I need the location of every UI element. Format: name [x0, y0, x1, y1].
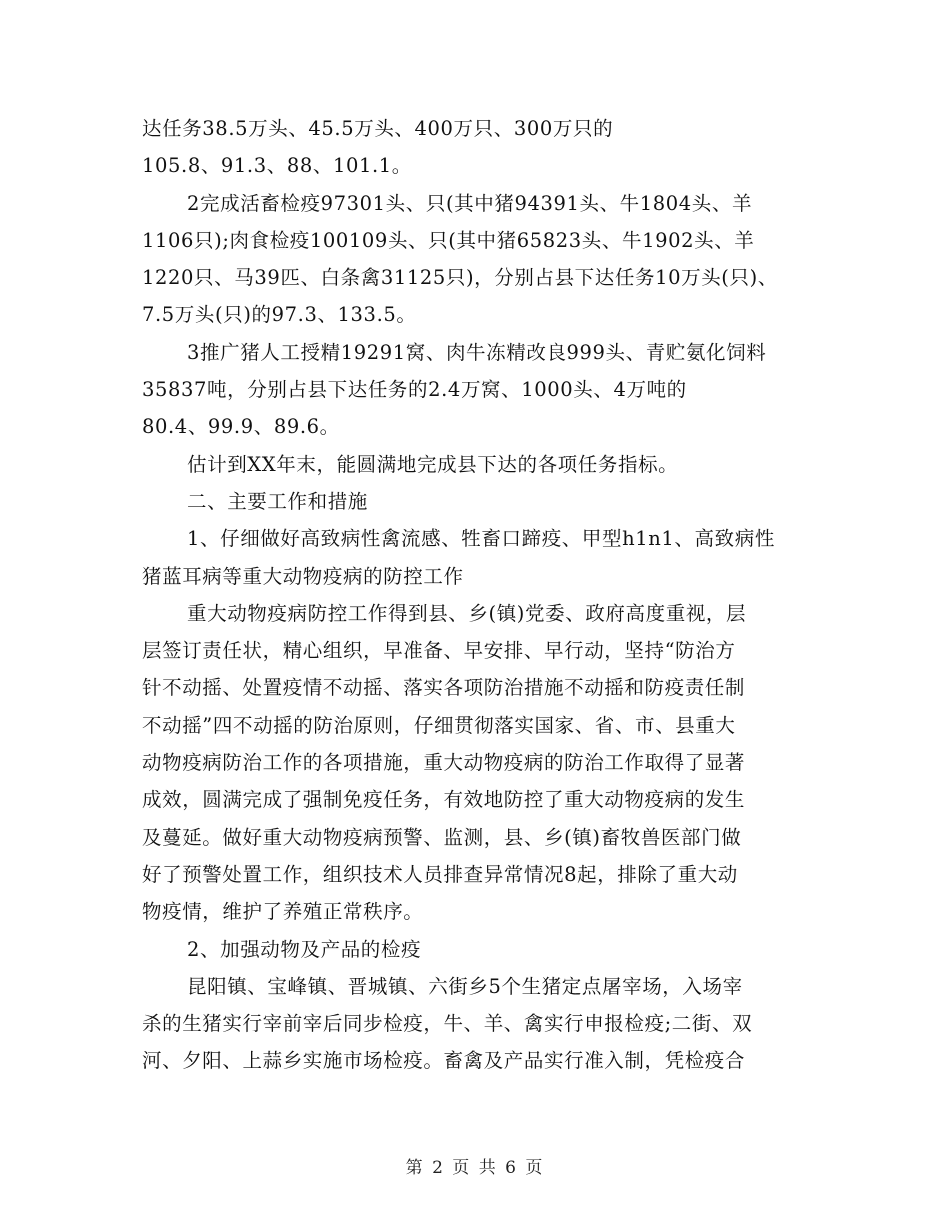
text-line: 成效，圆满完成了强制免疫任务，有效地防控了重大动物疫病的发生: [142, 788, 746, 812]
text-line: 物疫情，维护了养殖正常秩序。: [142, 900, 424, 924]
paragraph-start-line: 2完成活畜检疫97301头、只(其中猪94391头、牛1804头、羊: [187, 191, 753, 215]
subsection-heading: 1、仔细做好高致病性禽流感、牲畜口蹄疫、甲型h1n1、高致病性: [187, 527, 775, 551]
text-line: 1220只、马39匹、白条禽31125只)，分别占县下达任务10万头(只)、: [142, 266, 778, 290]
text-line: 河、夕阳、上蒜乡实施市场检疫。畜禽及产品实行准入制，凭检疫合: [142, 1049, 746, 1073]
paragraph-start-line: 3推广猪人工授精19291窝、肉牛冻精改良999头、青贮氨化饲料: [187, 340, 767, 364]
text-line: 针不动摇、处置疫情不动摇、落实各项防治措施不动摇和防疫责任制: [142, 676, 746, 700]
document-body: [142, 110, 822, 1080]
text-line: 达任务38.5万头、45.5万头、400万只、300万只的: [142, 117, 614, 140]
text-line: 动物疫病防治工作的各项措施，重大动物疫病的防治工作取得了显著: [142, 751, 746, 775]
section-heading: 二、主要工作和措施: [187, 489, 368, 513]
text-line: 7.5万头(只)的97.3、133.5。: [142, 303, 417, 327]
text-line: 105.8、91.3、88、101.1。: [142, 154, 412, 178]
text-line: 35837吨，分别占县下达任务的2.4万窝、1000头、4万吨的: [142, 378, 687, 402]
paragraph-start-line: 昆阳镇、宝峰镇、晋城镇、六街乡5个生猪定点屠宰场，入场宰: [187, 974, 743, 998]
text-line: 及蔓延。做好重大动物疫病预警、监测，县、乡(镇)畜牧兽医部门做: [142, 825, 742, 849]
paragraph-start-line: 重大动物疫病防控工作得到县、乡(镇)党委、政府高度重视，层: [187, 601, 747, 625]
paragraph-start-line: 估计到XX年末，能圆满地完成县下达的各项任务指标。: [187, 452, 679, 476]
text-line: 不动摇”四不动摇的防治原则，仔细贯彻落实国家、省、市、县重大: [142, 713, 736, 737]
text-line: 层签订责任状，精心组织，早准备、早安排、早行动，坚持“防治方: [142, 639, 736, 663]
text-line: 1106只);肉食检疫100109头、只(其中猪65823头、牛1902头、羊: [142, 228, 755, 252]
text-line: 好了预警处置工作，组织技术人员排查异常情况8起，排除了重大动: [142, 862, 738, 886]
page-number-footer: 第 2 页 共 6 页: [405, 1158, 545, 1178]
subsection-heading: 2、加强动物及产品的检疫: [187, 937, 422, 961]
text-line: 杀的生猪实行宰前宰后同步检疫，牛、羊、禽实行申报检疫;二街、双: [142, 1012, 753, 1036]
text-line: 80.4、99.9、89.6。: [142, 415, 340, 439]
subsection-heading-continued: 猪蓝耳病等重大动物疫病的防控工作: [142, 564, 464, 588]
